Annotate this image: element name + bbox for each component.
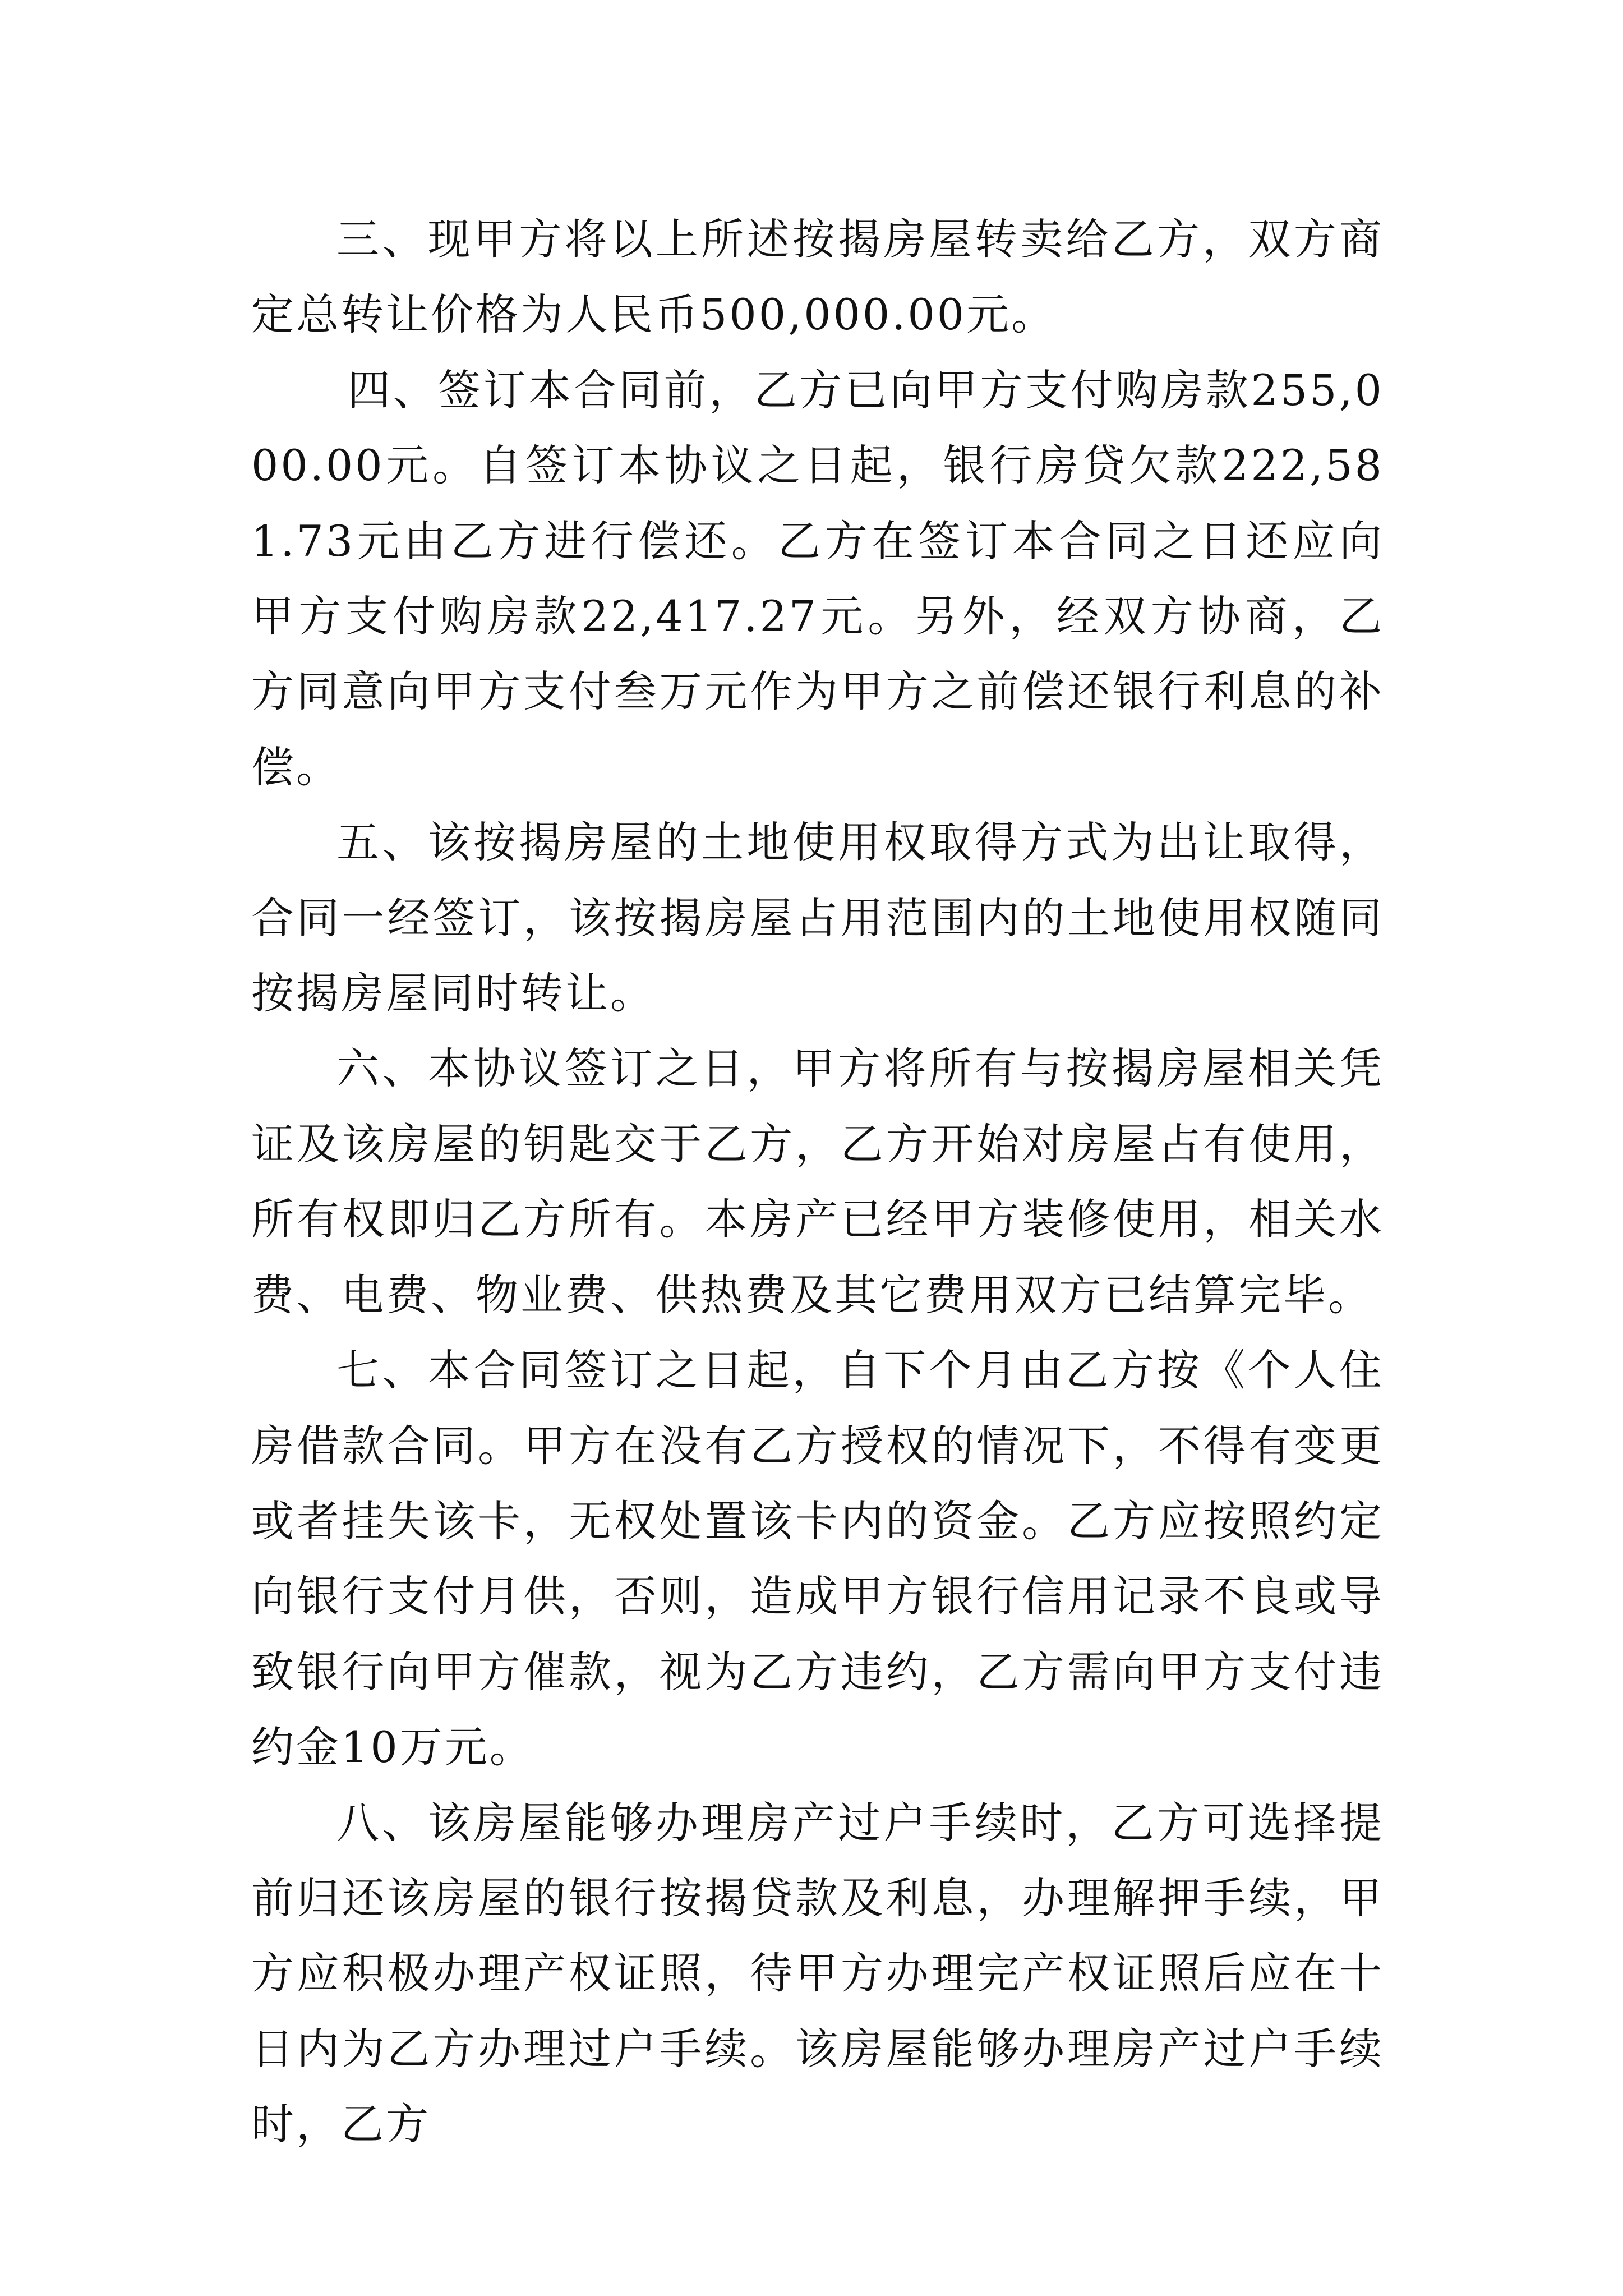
clause-4: 四、签订本合同前，乙方已向甲方支付购房款255,000.00元。自签订本协议之日起，银行房贷欠款222,581.73元由乙方进行偿还。乙方在签订本合同之日还应向甲方支付购房款22,417.27元。另外，经双方协商，乙方同意向甲方支付叁万元作为甲方之前偿还银行利息的补偿。 — [251, 365, 1384, 792]
clause-8: 八、该房屋能够办理房产过户手续时，乙方可选择提前归还该房屋的银行按揭贷款及利息，办理解押手续，甲方应积极办理产权证照，待甲方办理完产权证照后应在十日内为乙方办理过户手续。该房屋能够办理房产过户手续时，乙方 — [251, 1797, 1384, 2150]
clause-3: 三、现甲方将以上所述按揭房屋转卖给乙方，双方商定总转让价格为人民币500,000.00元。 — [251, 214, 1384, 340]
clause-6: 六、本协议签订之日，甲方将所有与按揭房屋相关凭证及该房屋的钥匙交于乙方，乙方开始对房屋占有使用，所有权即归乙方所有。本房产已经甲方装修使用，相关水费、电费、物业费、供热费及其它费用双方已结算完毕。 — [251, 1043, 1384, 1320]
clause-7: 七、本合同签订之日起，自下个月由乙方按《个人住房借款合同。甲方在没有乙方授权的情况下，不得有变更或者挂失该卡，无权处置该卡内的资金。乙方应按照约定向银行支付月供，否则，造成甲方银行信用记录不良或导致银行向甲方催款，视为乙方违约，乙方需向甲方支付违约金10万元。 — [251, 1345, 1384, 1773]
clause-5: 五、该按揭房屋的土地使用权取得方式为出让取得，合同一经签订，该按揭房屋占用范围内的土地使用权随同按揭房屋同时转让。 — [251, 817, 1384, 1019]
contract-body — [251, 202, 1384, 2162]
